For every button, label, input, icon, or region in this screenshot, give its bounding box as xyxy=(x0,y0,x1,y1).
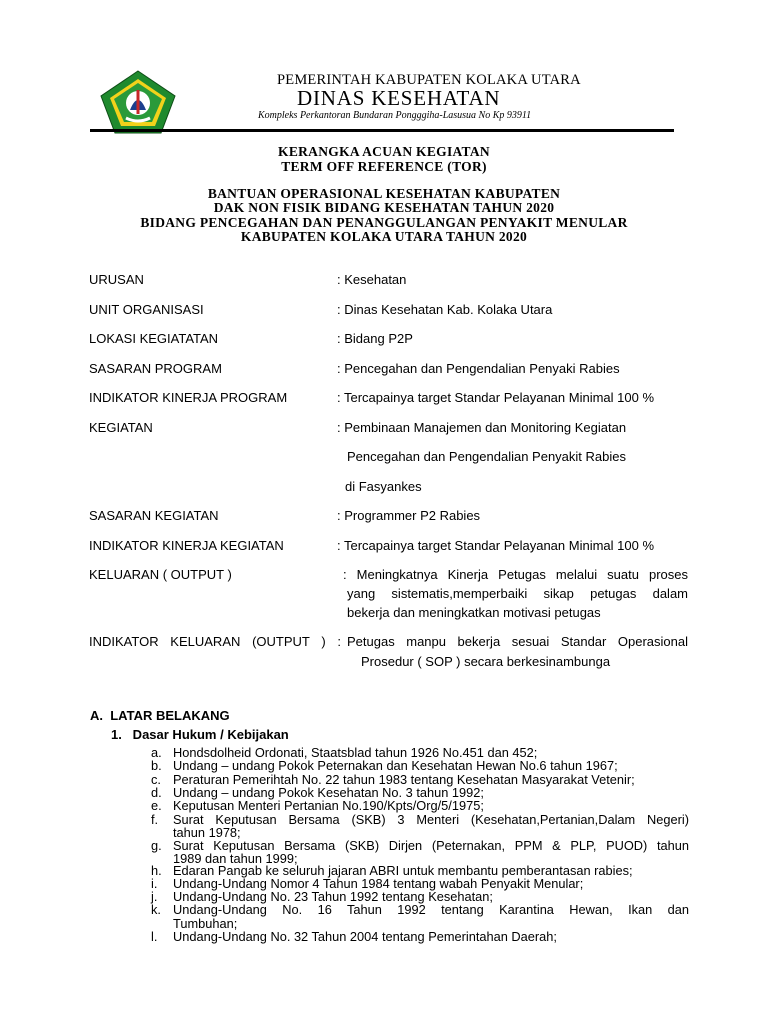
sasaran-kegiatan-value: : Programmer P2 Rabies xyxy=(337,508,481,523)
list-item-text: Undang – undang Pokok Peternakan dan Kesehatan Hewan No.6 tahun 1967; xyxy=(173,758,618,773)
dasar-hukum-heading: 1. Dasar Hukum / Kebijakan xyxy=(111,727,289,742)
indikator-keluaran-value-line-1: Petugas manpu bekerja sesuai Standar Operasional xyxy=(347,634,688,649)
kegiatan-value-line-1: : Pembinaan Manajemen dan Monitoring Kegiatan xyxy=(337,420,627,435)
urusan-value: : Kesehatan xyxy=(337,272,407,287)
unit-organisasi-label: UNIT ORGANISASI xyxy=(89,302,204,317)
list-marker: b. xyxy=(151,758,162,773)
keluaran-value-line-1: : Meningkatnya Kinerja Petugas melalui suatu proses xyxy=(343,567,688,582)
doc-title-line-2: TERM OFF REFERENCE (TOR) xyxy=(281,159,487,174)
indikator-kinerja-kegiatan-value: : Tercapainya target Standar Pelayanan Minimal 100 % xyxy=(337,538,655,553)
keluaran-value-line-3: bekerja dan meningkatkan motivasi petugas xyxy=(347,605,601,620)
indikator-kinerja-program-value: : Tercapainya target Standar Pelayanan Minimal 100 % xyxy=(337,390,655,405)
department-address: Kompleks Perkantoran Bundaran Pongggiha-Lasusua No Kp 93911 xyxy=(258,110,532,121)
section-a-heading: A. LATAR BELAKANG xyxy=(90,708,230,723)
sasaran-program-label: SASARAN PROGRAM xyxy=(89,361,222,376)
list-marker: a. xyxy=(151,745,162,760)
list-marker: f. xyxy=(151,812,159,827)
indikator-kinerja-program-label: INDIKATOR KINERJA PROGRAM xyxy=(89,390,288,405)
indikator-kinerja-kegiatan-label: INDIKATOR KINERJA KEGIATAN xyxy=(89,538,284,553)
sasaran-kegiatan-label: SASARAN KEGIATAN xyxy=(89,508,219,523)
kegiatan-label: KEGIATAN xyxy=(89,420,153,435)
kegiatan-value-line-2: Pencegahan dan Pengendalian Penyakit Rabies xyxy=(347,449,626,464)
list-marker: k. xyxy=(151,902,161,917)
urusan-label: URUSAN xyxy=(89,272,144,287)
list-item-text: Surat Keputusan Bersama (SKB) 3 Menteri (Kesehatan,Pertanian,Dalam Negeri) xyxy=(173,812,689,827)
lokasi-label: LOKASI KEGIATATAN xyxy=(89,331,219,346)
list-item-text-continuation: Tumbuhan; xyxy=(173,916,238,931)
lokasi-value: : Bidang P2P xyxy=(337,331,413,346)
doc-subtitle-line-2: DAK NON FISIK BIDANG KESEHATAN TAHUN 2020 xyxy=(213,200,555,215)
list-item-text: Undang – undang Pokok Kesehatan No. 3 tahun 1992; xyxy=(173,785,484,800)
list-marker: e. xyxy=(151,798,162,813)
list-marker: d. xyxy=(151,785,162,800)
list-item-text: Edaran Pangab ke seluruh jajaran ABRI untuk membantu pemberantasan rabies; xyxy=(173,863,633,878)
list-item-text-continuation: tahun 1978; xyxy=(173,825,241,840)
list-item-text: Undang-Undang No. 32 Tahun 2004 tentang Pemerintahan Daerah; xyxy=(173,929,557,944)
list-item-text-continuation: 1989 dan tahun 1999; xyxy=(173,851,298,866)
list-marker: g. xyxy=(151,838,162,853)
doc-subtitle-line-3: BIDANG PENCEGAHAN DAN PENANGGULANGAN PENYAKIT MENULAR xyxy=(140,215,628,230)
regency-emblem-icon xyxy=(100,70,176,134)
keluaran-value-line-2: yang sistematis,memperbaiki sikap petugas dalam xyxy=(347,586,688,601)
doc-subtitle-line-1: BANTUAN OPERASIONAL KESEHATAN KABUPATEN xyxy=(207,186,561,201)
kegiatan-value-line-3: di Fasyankes xyxy=(345,479,422,494)
list-item-text: Hondsdolheid Ordonati, Staatsblad tahun 1926 No.451 dan 452; xyxy=(173,745,538,760)
doc-title-line-1: KERANGKA ACUAN KEGIATAN xyxy=(278,144,490,159)
list-marker: h. xyxy=(151,863,162,878)
list-item-text: Keputusan Menteri Pertanian No.190/Kpts/Org/5/1975; xyxy=(173,798,484,813)
list-item-text: Undang-Undang Nomor 4 Tahun 1984 tentang wabah Penyakit Menular; xyxy=(173,876,584,891)
list-marker: i. xyxy=(151,876,158,891)
list-marker: j. xyxy=(151,889,158,904)
list-marker: c. xyxy=(151,772,161,787)
list-item-text: Undang-Undang No. 23 Tahun 1992 tentang Kesehatan; xyxy=(173,889,493,904)
list-marker: l. xyxy=(151,929,158,944)
unit-organisasi-value: : Dinas Kesehatan Kab. Kolaka Utara xyxy=(337,302,553,317)
department-name: DINAS KESEHATAN xyxy=(297,86,501,110)
keluaran-label: KELUARAN ( OUTPUT ) xyxy=(89,567,232,582)
indikator-keluaran-value-line-2: Prosedur ( SOP ) secara berkesinambunga xyxy=(361,654,611,669)
sasaran-program-value: : Pencegahan dan Pengendalian Penyaki Rabies xyxy=(337,361,620,376)
header-divider xyxy=(90,129,674,132)
indikator-keluaran-label: INDIKATOR KELUARAN (OUTPUT ) : xyxy=(89,634,341,649)
list-item-text: Undang-Undang No. 16 Tahun 1992 tentang Karantina Hewan, Ikan dan xyxy=(173,902,689,917)
list-item-text: Surat Keputusan Bersama (SKB) Dirjen (Peternakan, PPM & PLP, PUOD) tahun xyxy=(173,838,689,853)
doc-subtitle-line-4: KABUPATEN KOLAKA UTARA TAHUN 2020 xyxy=(240,229,528,244)
list-item-text: Peraturan Pemerihtah No. 22 tahun 1983 tentang Kesehatan Masyarakat Vetenir; xyxy=(173,772,635,787)
government-name: PEMERINTAH KABUPATEN KOLAKA UTARA xyxy=(277,72,581,88)
